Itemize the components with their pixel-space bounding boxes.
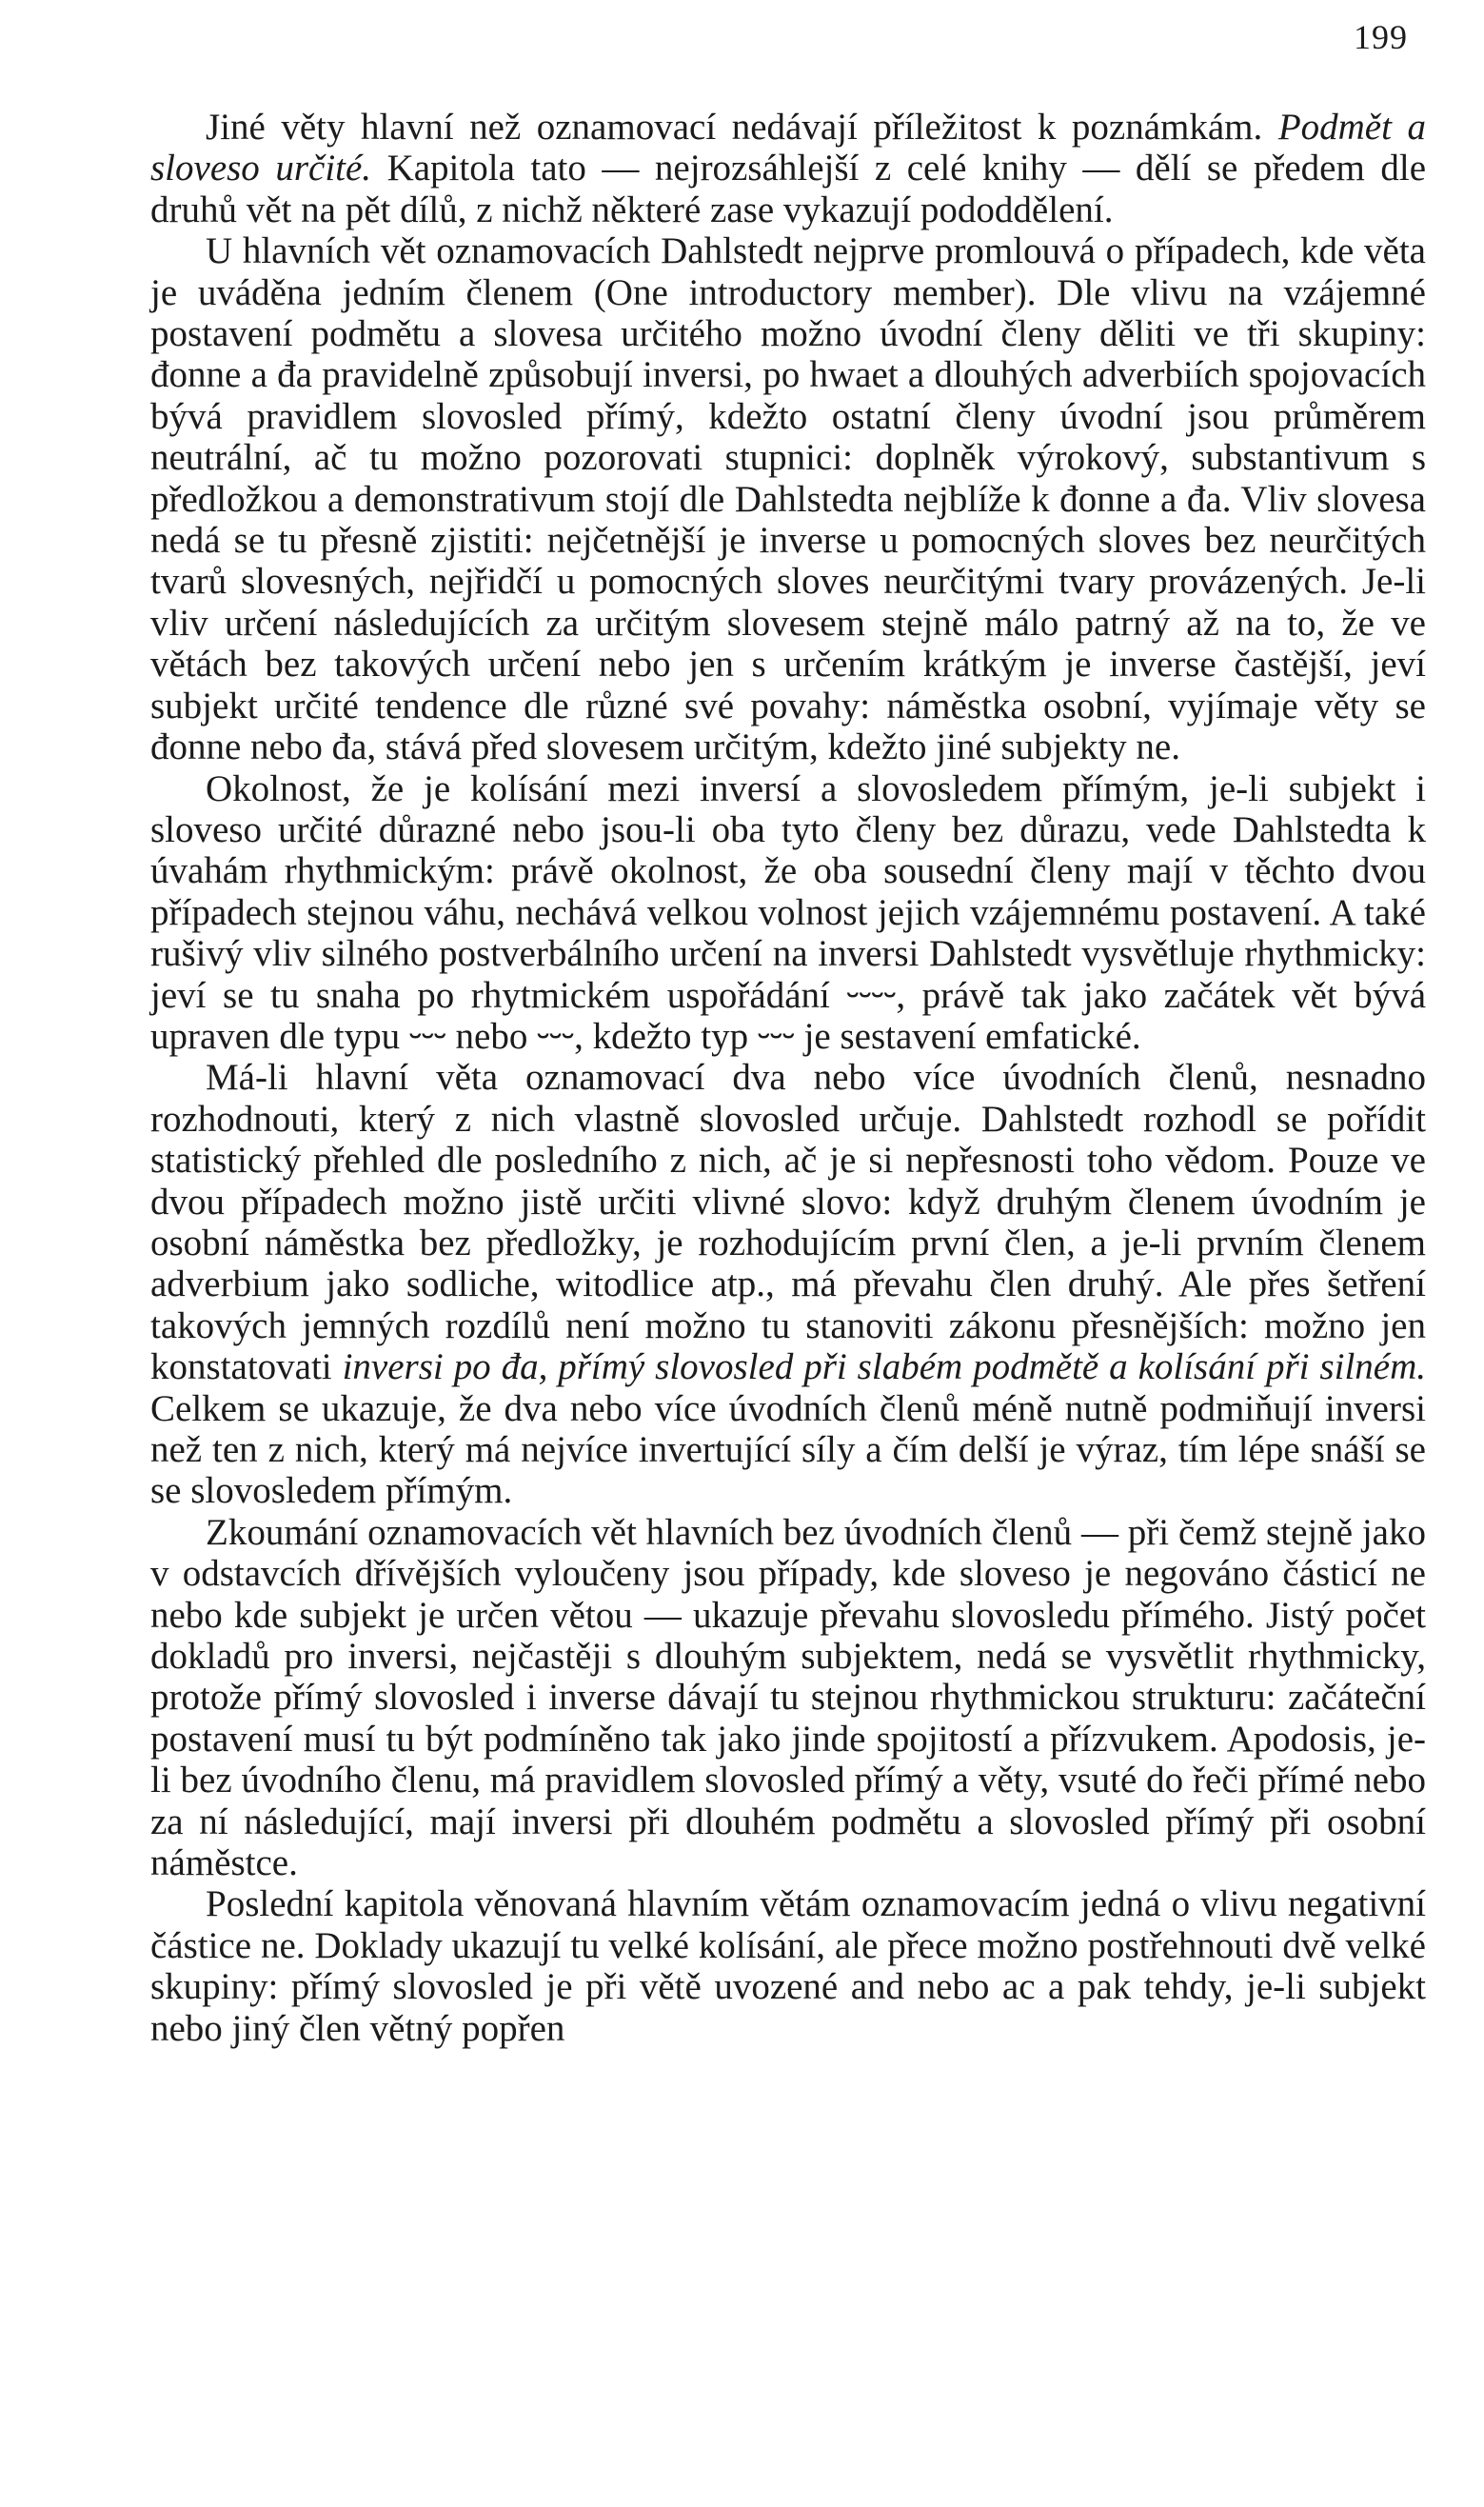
- italic-text-segment: Podmět a sloveso určité.: [150, 107, 1426, 189]
- paragraph: [150, 768, 1426, 1058]
- text-segment: Má-li hlavní věta oznamovací dva nebo více úvodních členů, nesnadno rozhodnouti, který z nich vlastně slovosled určuje. Dahlstedt rozhodl se pořídit statistický přehled dle posledního z nich, ač je si nepřesnosti toho vědom. Pouze ve dvou případech možno jistě určiti vlivné slovo: když druhým členem úvodním je osobní náměstka bez předložky, je rozhodujícím první člen, a je-li prvním členem adverbium jako sodliche, witodlice atp., má převahu člen druhý. Ale přes šetření takových jemných rozdílů není možno tu stanoviti zákonu přesnějších: možno jen konstatovati: [150, 1057, 1426, 1388]
- italic-text-segment: inversi po đa, přímý slovosled při slabém podmětě a kolísání při silném.: [342, 1346, 1427, 1388]
- paragraph: [150, 1883, 1426, 2049]
- text-segment: Jiné věty hlavní než oznamovací nedávají příležitost k poznámkám.: [206, 107, 1278, 148]
- body-text: [150, 107, 1426, 2049]
- page-number: 199: [1354, 18, 1408, 56]
- text-segment: Kapitola tato — nejrozsáhlejší z celé knihy — dělí se předem dle druhů vět na pět dílů, z nichž některé zase vykazují pododdělení.: [150, 148, 1427, 230]
- paragraph: [150, 1512, 1426, 1884]
- paragraph: [150, 107, 1426, 230]
- text-segment: U hlavních vět oznamovacích Dahlstedt nejprve promlouvá o případech, kde věta je uváděna jedním členem (One introductory member). Dle vlivu na vzájemné postavení podmětu a slovesa určitého možno úvodní členy děliti ve tři skupiny: đonne a đa pravidelně způsobují inversi, po hwaet a dlouhých adverbiích spojovacích bývá pravidlem slovosled přímý, kdežto ostatní členy úvodní jsou průměrem neutrální, ač tu možno pozorovati stupnici: doplněk výrokový, substantivum s předložkou a demonstrativum stojí dle Dahlstedta nejblíže k đonne a đa. Vliv slovesa nedá se tu přesně zjistiti: nejčetnější je inverse u pomocných sloves bez neurčitých tvarů slovesných, nejřidčí u pomocných sloves neurčitými tvary provázených. Je-li vliv určení následujících za určitým slovesem stejně málo patrný až na to, že ve větách bez takových určení nebo jen s určením krátkým je inverse častější, jeví subjekt určité tendence dle různé své povahy: náměstka osobní, vyjímaje věty se đonne nebo đa, stává před slovesem určitým, kdežto jiné subjekty ne.: [150, 230, 1426, 768]
- paragraph: [150, 1057, 1426, 1511]
- text-segment: Zkoumání oznamovacích vět hlavních bez úvodních členů — při čemž stejně jako v odstavcích dřívějších vyloučeny jsou případy, kde sloveso je negováno částicí ne nebo kde subjekt je určen větou — ukazuje převahu slovosledu přímého. Jistý počet dokladů pro inversi, nejčastěji s dlouhým subjektem, nedá se vysvětlit rhythmicky, protože přímý slovosled i inverse dávají tu stejnou rhythmickou strukturu: začáteční postavení musí tu být podmíněno tak jako jinde spojitostí a přízvukem. Apodosis, je-li bez úvodního členu, má pravidlem slovosled přímý a věty, vsuté do řeči přímé nebo za ní následující, mají inversi při dlouhém podmětu a slovosled přímý při osobní náměstce.: [150, 1511, 1426, 1884]
- text-segment: Poslední kapitola věnovaná hlavním větám oznamovacím jedná o vlivu negativní částice ne. Doklady ukazují tu velké kolísání, ale přece možno postřehnouti dvě velké skupiny: přímý slovosled je při větě uvozené and nebo ac a pak tehdy, je-li subjekt nebo jiný člen větný popřen: [150, 1883, 1426, 2049]
- text-segment: Okolnost, že je kolísání mezi inversí a slovosledem přímým, je-li subjekt i sloveso určité důrazné nebo jsou-li oba tyto členy bez důrazu, vede Dahlstedta k úvahám rhythmickým: právě okolnost, že oba sousední členy mají v těchto dvou případech stejnou váhu, nechává velkou volnost jejich vzájemnému postavení. A také rušivý vliv silného postverbálního určení na inversi Dahlstedt vysvětluje rhythmicky: jeví se tu snaha po rhytmickém uspořádání ⏑⏑⏑⏑, právě tak jako začátek vět bývá upraven dle typu ⏑⏑⏑ nebo ⏑⏑⏑, kdežto typ ⏑⏑⏑ je sestavení emfatické.: [150, 767, 1426, 1057]
- paragraph: [150, 230, 1426, 767]
- text-segment: Celkem se ukazuje, že dva nebo více úvodních členů méně nutně podmiňují inversi než ten z nich, který má nejvíce invertující síly a čím delší je výraz, tím lépe snáší se se slovosledem přímým.: [150, 1387, 1426, 1512]
